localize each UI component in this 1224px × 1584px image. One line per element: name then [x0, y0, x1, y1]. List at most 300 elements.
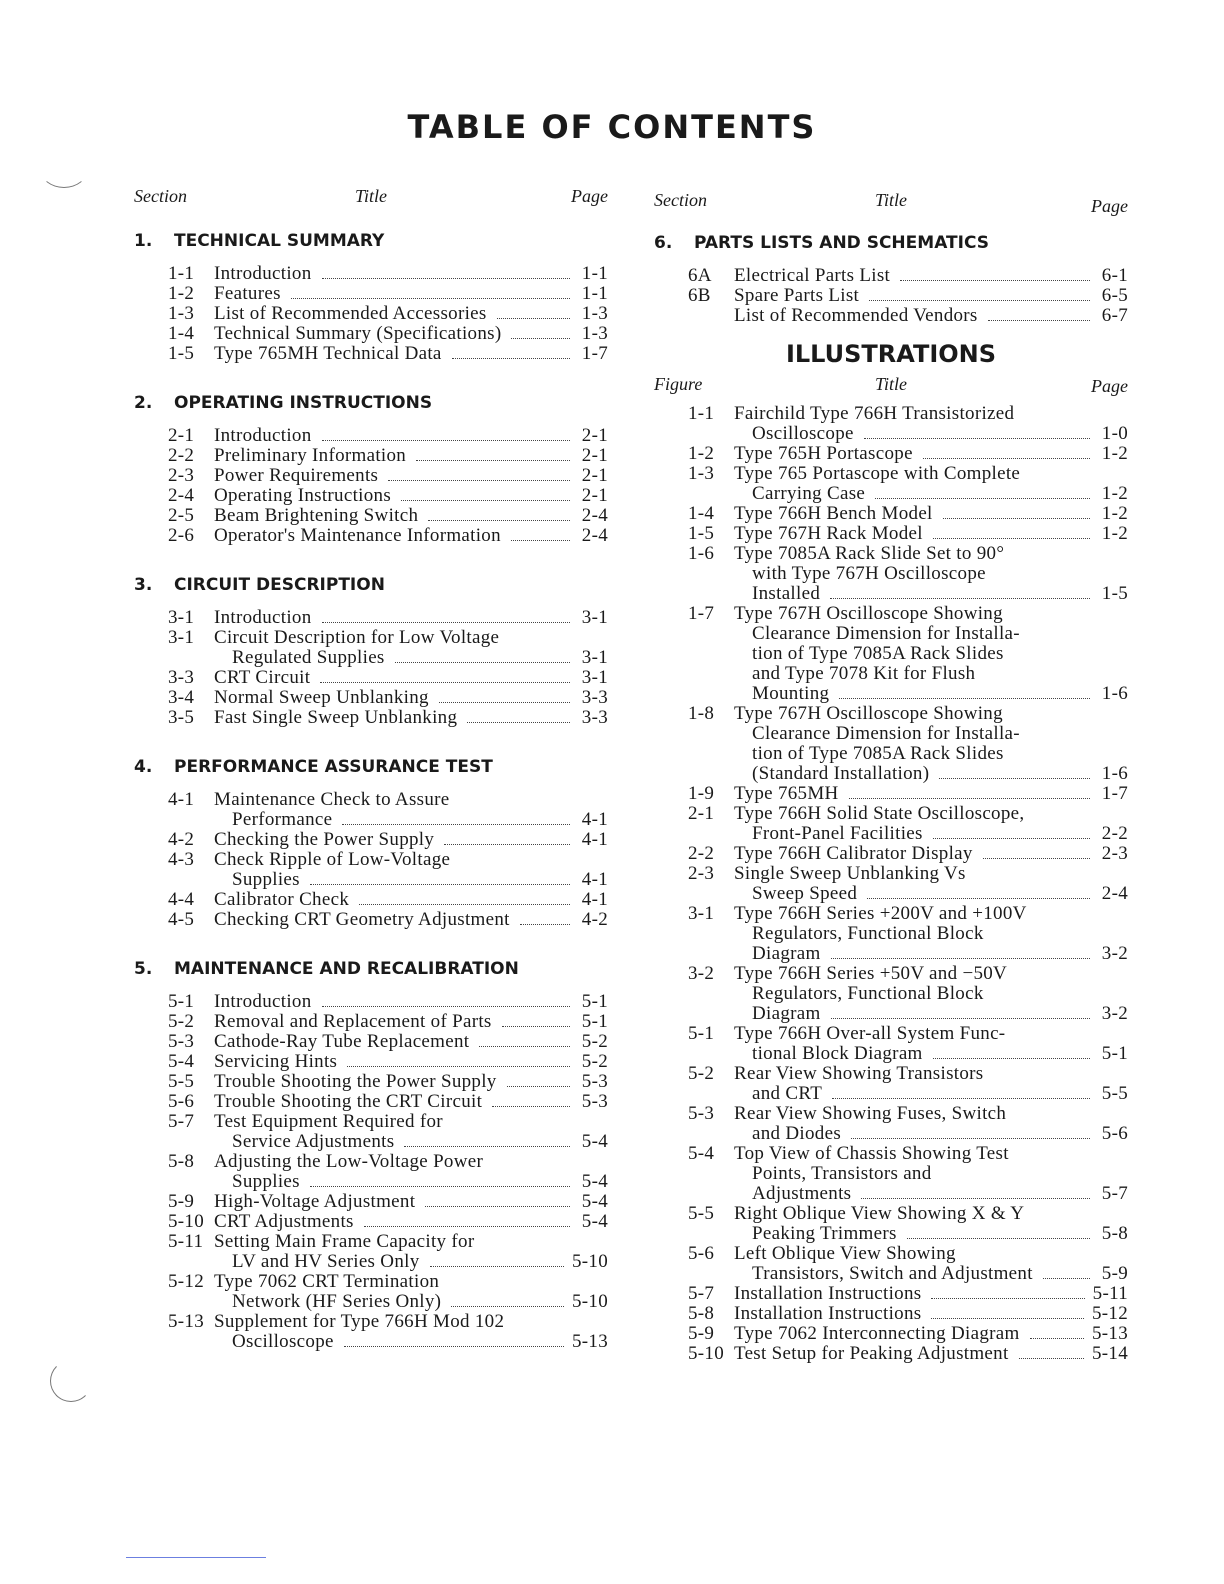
- entry-title-line: [214, 1272, 608, 1292]
- dot-leader: [388, 479, 570, 481]
- toc-entry: [168, 790, 608, 830]
- entry-page-number: 5-4: [581, 1211, 608, 1232]
- dot-leader: [322, 277, 570, 279]
- entry-page-number: 6-1: [1101, 265, 1128, 286]
- dot-leader: [310, 883, 570, 885]
- entry-number: 5-12: [168, 1271, 205, 1292]
- entry-number: 1-3: [168, 303, 195, 324]
- entry-title-text: Introduction: [214, 263, 312, 284]
- entry-title-line: [214, 1172, 608, 1192]
- entry-number: 4-4: [168, 889, 195, 910]
- entry-title: [734, 1104, 1128, 1144]
- entry-title-text: Preliminary Information: [214, 445, 407, 466]
- entry-number: 2-1: [688, 803, 715, 824]
- entry-number: 5-8: [688, 1303, 715, 1324]
- entry-title: [734, 1344, 1128, 1364]
- entry-title: [214, 628, 608, 668]
- dot-leader: [364, 1225, 570, 1227]
- entry-page-number: 1-3: [581, 323, 608, 344]
- entry-number: 5-4: [688, 1143, 715, 1164]
- entry-title: [734, 1204, 1128, 1244]
- entry-title-line: [734, 1004, 1128, 1024]
- toc-entry: [168, 1212, 608, 1232]
- entry-title-text: Left Oblique View Showing: [734, 1243, 956, 1264]
- title-header-label: Title: [874, 190, 907, 210]
- entry-number: 5-10: [688, 1343, 725, 1364]
- entry-title-line: [214, 1192, 608, 1212]
- dot-leader: [864, 437, 1090, 439]
- entry-page-number: 3-3: [581, 707, 608, 728]
- dot-leader: [1030, 1337, 1084, 1339]
- entry-page-number: 5-10: [571, 1251, 608, 1272]
- entry-title-text: Fast Single Sweep Unblanking: [214, 707, 458, 728]
- entry-title: [214, 1052, 608, 1072]
- entry-page-number: 5-3: [581, 1091, 608, 1112]
- entry-title-line: [734, 1284, 1128, 1304]
- entry-title-line: [734, 1204, 1128, 1224]
- entry-title-text: Peaking Trimmers: [752, 1223, 897, 1244]
- entry-title-text: tion of Type 7085A Rack Slides: [752, 743, 1004, 764]
- toc-entry: [168, 708, 608, 728]
- entry-page-number: 4-1: [581, 829, 608, 850]
- entry-title-line: [734, 1164, 1128, 1184]
- entry-title-text: Clearance Dimension for Installa-: [752, 623, 1020, 644]
- toc-entry: [688, 1344, 1128, 1364]
- entry-title-line: [214, 446, 608, 466]
- entry-number: 1-1: [168, 263, 195, 284]
- entry-number: 6A: [688, 265, 712, 286]
- entry-title-line: [214, 870, 608, 890]
- right-column-header: [654, 190, 1128, 214]
- left-sections: [134, 230, 608, 1352]
- entry-title-text: Supplies: [232, 869, 300, 890]
- toc-entry: [688, 784, 1128, 804]
- page-header-label: Page: [571, 186, 608, 206]
- toc-entry: [168, 264, 608, 284]
- section-title: MAINTENANCE AND RECALIBRATION: [174, 959, 519, 979]
- entry-title-line: [214, 1332, 608, 1352]
- entry-number: 3-2: [688, 963, 715, 984]
- entry-title-line: [734, 724, 1128, 744]
- dot-leader: [520, 923, 570, 925]
- entry-title: [734, 604, 1128, 704]
- binder-hole-mark-bottom: [50, 1360, 92, 1402]
- entry-title: [734, 864, 1128, 904]
- figure-list-header: [654, 374, 1128, 404]
- entry-title-line: [734, 984, 1128, 1004]
- dot-leader: [404, 1145, 570, 1147]
- entry-page-number: 1-5: [1101, 583, 1128, 604]
- entry-title-line: [214, 648, 608, 668]
- entry-title-line: [734, 964, 1128, 984]
- entry-title-text: Type 767H Rack Model: [734, 523, 923, 544]
- entry-number: 5-1: [688, 1023, 715, 1044]
- dot-leader: [832, 1097, 1090, 1099]
- entry-number: 5-4: [168, 1051, 195, 1072]
- entry-number: 1-2: [688, 443, 715, 464]
- entry-title-line: [734, 1084, 1128, 1104]
- entry-number: 5-9: [168, 1191, 195, 1212]
- entry-number: 5-1: [168, 991, 195, 1012]
- toc-entry: [688, 1324, 1128, 1344]
- entry-title: [734, 1324, 1128, 1344]
- toc-entry: [168, 324, 608, 344]
- entry-title-line: [214, 264, 608, 284]
- entry-page-number: 5-2: [581, 1031, 608, 1052]
- entry-title: [734, 504, 1128, 524]
- entry-title: [214, 688, 608, 708]
- entry-title: [214, 668, 608, 688]
- entry-page-number: 5-10: [571, 1291, 608, 1312]
- entry-page-number: 3-2: [1101, 1003, 1128, 1024]
- entry-title-line: [734, 286, 1128, 306]
- toc-entry: [168, 1092, 608, 1112]
- entry-title-text: Introduction: [214, 607, 312, 628]
- entry-title: [214, 1112, 608, 1152]
- dot-leader: [511, 337, 570, 339]
- entry-title: [214, 304, 608, 324]
- section-number: 4.: [134, 757, 153, 777]
- entry-number: 1-2: [168, 283, 195, 304]
- entry-page-number: 6-5: [1101, 285, 1128, 306]
- entry-page-number: 2-1: [581, 425, 608, 446]
- entry-page-number: 1-1: [581, 283, 608, 304]
- entry-title-text: Type 765 Portascope with Complete: [734, 463, 1021, 484]
- entry-title-line: [734, 824, 1128, 844]
- entry-number: 2-2: [168, 445, 195, 466]
- dot-leader: [439, 701, 570, 703]
- entry-title-line: [734, 424, 1128, 444]
- entry-title-line: [734, 924, 1128, 944]
- entry-page-number: 2-1: [581, 465, 608, 486]
- entry-title-text: Single Sweep Unblanking Vs: [734, 863, 966, 884]
- entry-number: 2-3: [688, 863, 715, 884]
- entry-title-line: [734, 744, 1128, 764]
- entry-title-text: Supplies: [232, 1171, 300, 1192]
- entry-number: 2-5: [168, 505, 195, 526]
- entry-title-line: [734, 266, 1128, 286]
- entry-number: 1-5: [688, 523, 715, 544]
- entry-page-number: 2-4: [581, 505, 608, 526]
- entry-title: [734, 404, 1128, 444]
- section-heading: [134, 958, 608, 980]
- entry-page-number: 5-6: [1101, 1123, 1128, 1144]
- entry-number: 5-11: [168, 1231, 204, 1252]
- dot-leader: [939, 777, 1090, 779]
- entry-number: 1-8: [688, 703, 715, 724]
- entry-title-text: Fairchild Type 766H Transistorized: [734, 403, 1015, 424]
- entry-title-text: Installed: [752, 583, 821, 604]
- toc-entry: [688, 1244, 1128, 1284]
- dot-leader: [395, 661, 570, 663]
- entry-title-line: [734, 704, 1128, 724]
- entry-number: 3-1: [688, 903, 715, 924]
- entry-title-line: [734, 1044, 1128, 1064]
- entry-title-text: Regulators, Functional Block: [752, 983, 984, 1004]
- entry-title-line: [734, 864, 1128, 884]
- entry-number: 3-5: [168, 707, 195, 728]
- dot-leader: [931, 1297, 1084, 1299]
- entry-title: [214, 910, 608, 930]
- entry-title-line: [734, 464, 1128, 484]
- entry-title: [734, 1064, 1128, 1104]
- entry-number: 5-9: [688, 1323, 715, 1344]
- entry-title-text: Beam Brightening Switch: [214, 505, 419, 526]
- entry-title-text: Type 766H Series +50V and −50V: [734, 963, 1008, 984]
- dot-leader: [322, 1005, 570, 1007]
- entry-title-text: Network (HF Series Only): [232, 1291, 442, 1312]
- entry-title: [734, 1304, 1128, 1324]
- entry-title: [214, 608, 608, 628]
- entry-title-line: [734, 1224, 1128, 1244]
- dot-leader: [839, 697, 1090, 699]
- entry-title: [214, 1152, 608, 1192]
- entry-title-text: (Standard Installation): [752, 763, 930, 784]
- entry-title-line: [214, 506, 608, 526]
- dot-leader: [291, 297, 570, 299]
- toc-entry: [688, 1144, 1128, 1204]
- dot-leader: [511, 539, 570, 541]
- entry-title: [214, 890, 608, 910]
- dot-leader: [444, 843, 570, 845]
- entry-title: [214, 284, 608, 304]
- entry-title-line: [214, 910, 608, 930]
- dot-leader: [1019, 1357, 1084, 1359]
- toc-entry: [688, 306, 1128, 326]
- title-header-label: Title: [354, 186, 387, 206]
- entry-title-text: Normal Sweep Unblanking: [214, 687, 429, 708]
- toc-entry: [168, 284, 608, 304]
- entry-title-line: [734, 1144, 1128, 1164]
- bottom-mark-line: [126, 1557, 266, 1558]
- section-number: 1.: [134, 231, 153, 251]
- entry-title: [214, 466, 608, 486]
- entry-number: 4-3: [168, 849, 195, 870]
- entry-title-line: [734, 1104, 1128, 1124]
- entry-page-number: 1-7: [1101, 783, 1128, 804]
- entry-title-text: Mounting: [752, 683, 830, 704]
- entry-page-number: 1-2: [1101, 523, 1128, 544]
- entry-title-text: Front-Panel Facilities: [752, 823, 923, 844]
- entry-title-line: [214, 1292, 608, 1312]
- entry-page-number: 3-2: [1101, 943, 1128, 964]
- dot-leader: [359, 903, 570, 905]
- entry-page-number: 5-1: [1101, 1043, 1128, 1064]
- entry-page-number: 4-2: [581, 909, 608, 930]
- section-entries: [654, 266, 1128, 326]
- entry-page-number: 1-2: [1101, 483, 1128, 504]
- entry-title: [214, 1212, 608, 1232]
- entry-number: 5-7: [688, 1283, 715, 1304]
- entry-title-text: Trouble Shooting the CRT Circuit: [214, 1091, 483, 1112]
- dot-leader: [849, 797, 1090, 799]
- dot-leader: [923, 457, 1090, 459]
- entry-title: [214, 486, 608, 506]
- entry-page-number: 5-12: [1091, 1303, 1128, 1324]
- dot-leader: [310, 1185, 570, 1187]
- dot-leader: [425, 1205, 570, 1207]
- entry-title-text: Circuit Description for Low Voltage: [214, 627, 500, 648]
- dot-leader: [1043, 1277, 1090, 1279]
- entry-page-number: 5-2: [581, 1051, 608, 1072]
- entry-title: [734, 306, 1128, 326]
- toc-entry: [688, 504, 1128, 524]
- dot-leader: [322, 439, 570, 441]
- entry-number: 5-13: [168, 1311, 205, 1332]
- section-heading: [134, 230, 608, 252]
- entry-title-line: [214, 668, 608, 688]
- entry-page-number: 5-13: [571, 1331, 608, 1352]
- entry-title: [734, 904, 1128, 964]
- entry-title-text: Type 765MH Technical Data: [214, 343, 442, 364]
- dot-leader: [831, 957, 1090, 959]
- toc-entry: [168, 1012, 608, 1032]
- entry-title-line: [214, 1092, 608, 1112]
- entry-title-text: tional Block Diagram: [752, 1043, 923, 1064]
- toc-section: [134, 574, 608, 728]
- entry-title-line: [734, 1264, 1128, 1284]
- toc-entry: [688, 704, 1128, 784]
- toc-entry: [168, 628, 608, 668]
- entry-title-line: [214, 1132, 608, 1152]
- dot-leader: [428, 519, 570, 521]
- entry-title: [734, 704, 1128, 784]
- entry-number: 3-1: [168, 607, 195, 628]
- entry-number: 5-2: [168, 1011, 195, 1032]
- entry-title-line: [734, 904, 1128, 924]
- entry-title-line: [214, 284, 608, 304]
- section-entries: [134, 264, 608, 364]
- entry-title-text: Clearance Dimension for Installa-: [752, 723, 1020, 744]
- entry-title-text: Sweep Speed: [752, 883, 858, 904]
- entry-title-text: Diagram: [752, 943, 821, 964]
- entry-number: 5-5: [688, 1203, 715, 1224]
- entry-title-line: [214, 344, 608, 364]
- entry-title-line: [214, 324, 608, 344]
- entry-page-number: 5-1: [581, 991, 608, 1012]
- entry-page-number: 1-1: [581, 263, 608, 284]
- entry-number: 2-1: [168, 425, 195, 446]
- entry-title-line: [734, 584, 1128, 604]
- entry-title: [734, 444, 1128, 464]
- entry-title: [214, 1312, 608, 1352]
- entry-page-number: 5-4: [581, 1191, 608, 1212]
- page-title: TABLE OF CONTENTS: [407, 108, 817, 146]
- section-number: 6.: [654, 233, 673, 253]
- entry-title: [214, 506, 608, 526]
- entry-title-line: [214, 850, 608, 870]
- right-column: [654, 186, 1128, 1364]
- entry-page-number: 5-4: [581, 1171, 608, 1192]
- entry-title-text: tion of Type 7085A Rack Slides: [752, 643, 1004, 664]
- entry-number: 5-6: [688, 1243, 715, 1264]
- toc-section: [134, 230, 608, 364]
- entry-title-line: [214, 1232, 608, 1252]
- entry-page-number: 5-3: [581, 1071, 608, 1092]
- entry-title-line: [734, 684, 1128, 704]
- toc-entry: [168, 466, 608, 486]
- toc-entry: [168, 426, 608, 446]
- toc-entry: [688, 1284, 1128, 1304]
- entry-title-line: [214, 304, 608, 324]
- entry-number: 4-2: [168, 829, 195, 850]
- toc-entry: [168, 890, 608, 910]
- toc-entry: [168, 1112, 608, 1152]
- entry-title-line: [734, 944, 1128, 964]
- section-title: OPERATING INSTRUCTIONS: [174, 393, 433, 413]
- entry-title-line: [734, 524, 1128, 544]
- section-heading: [134, 392, 608, 414]
- toc-entry: [688, 904, 1128, 964]
- entry-title-text: Operator's Maintenance Information: [214, 525, 501, 546]
- entry-title-text: Type 767H Oscilloscope Showing: [734, 703, 1003, 724]
- title-header-label: Title: [874, 374, 907, 394]
- toc-entry: [688, 464, 1128, 504]
- entry-title-line: [734, 1184, 1128, 1204]
- dot-leader: [492, 1105, 570, 1107]
- entry-title-text: Carrying Case: [752, 483, 866, 504]
- entry-title-line: [734, 1344, 1128, 1364]
- toc-entry: [688, 804, 1128, 844]
- entry-title-line: [214, 1032, 608, 1052]
- entry-title-line: [734, 1324, 1128, 1344]
- entry-title-line: [214, 790, 608, 810]
- entry-title-text: Regulators, Functional Block: [752, 923, 984, 944]
- toc-section: [134, 392, 608, 546]
- entry-title: [214, 426, 608, 446]
- section-entries: [134, 426, 608, 546]
- entry-number: 1-6: [688, 543, 715, 564]
- entry-page-number: 5-9: [1101, 1263, 1128, 1284]
- entry-title-line: [214, 1112, 608, 1132]
- entry-title: [214, 446, 608, 466]
- toc-entry: [168, 850, 608, 890]
- entry-title: [734, 1024, 1128, 1064]
- section-number: 5.: [134, 959, 153, 979]
- toc-entry: [168, 1312, 608, 1352]
- entry-page-number: 4-1: [581, 869, 608, 890]
- dot-leader: [900, 279, 1090, 281]
- entry-title-text: List of Recommended Vendors: [734, 305, 978, 326]
- entry-title: [734, 266, 1128, 286]
- section-entries: [134, 790, 608, 930]
- dot-leader: [342, 823, 570, 825]
- dot-leader: [497, 317, 570, 319]
- dot-leader: [869, 299, 1090, 301]
- dot-leader: [322, 621, 570, 623]
- toc-entry: [168, 304, 608, 324]
- entry-title-line: [214, 890, 608, 910]
- toc-entry: [688, 1064, 1128, 1104]
- entry-title-text: High-Voltage Adjustment: [214, 1191, 416, 1212]
- entry-title-text: Right Oblique View Showing X & Y: [734, 1203, 1025, 1224]
- entry-title-text: Operating Instructions: [214, 485, 392, 506]
- toc-entry: [688, 1104, 1128, 1144]
- toc-entry: [168, 1272, 608, 1312]
- entry-number: 5-2: [688, 1063, 715, 1084]
- entry-title-text: Type 7062 Interconnecting Diagram: [734, 1323, 1020, 1344]
- dot-leader: [467, 721, 570, 723]
- dot-leader: [907, 1237, 1090, 1239]
- entry-title-text: Setting Main Frame Capacity for: [214, 1231, 475, 1252]
- toc-entry: [168, 1232, 608, 1272]
- dot-leader: [933, 1057, 1090, 1059]
- entry-number: 2-6: [168, 525, 195, 546]
- entry-title-line: [734, 664, 1128, 684]
- entry-title-text: with Type 767H Oscilloscope: [752, 563, 986, 584]
- toc-entry: [688, 286, 1128, 306]
- entry-title-text: Points, Transistors and: [752, 1163, 932, 1184]
